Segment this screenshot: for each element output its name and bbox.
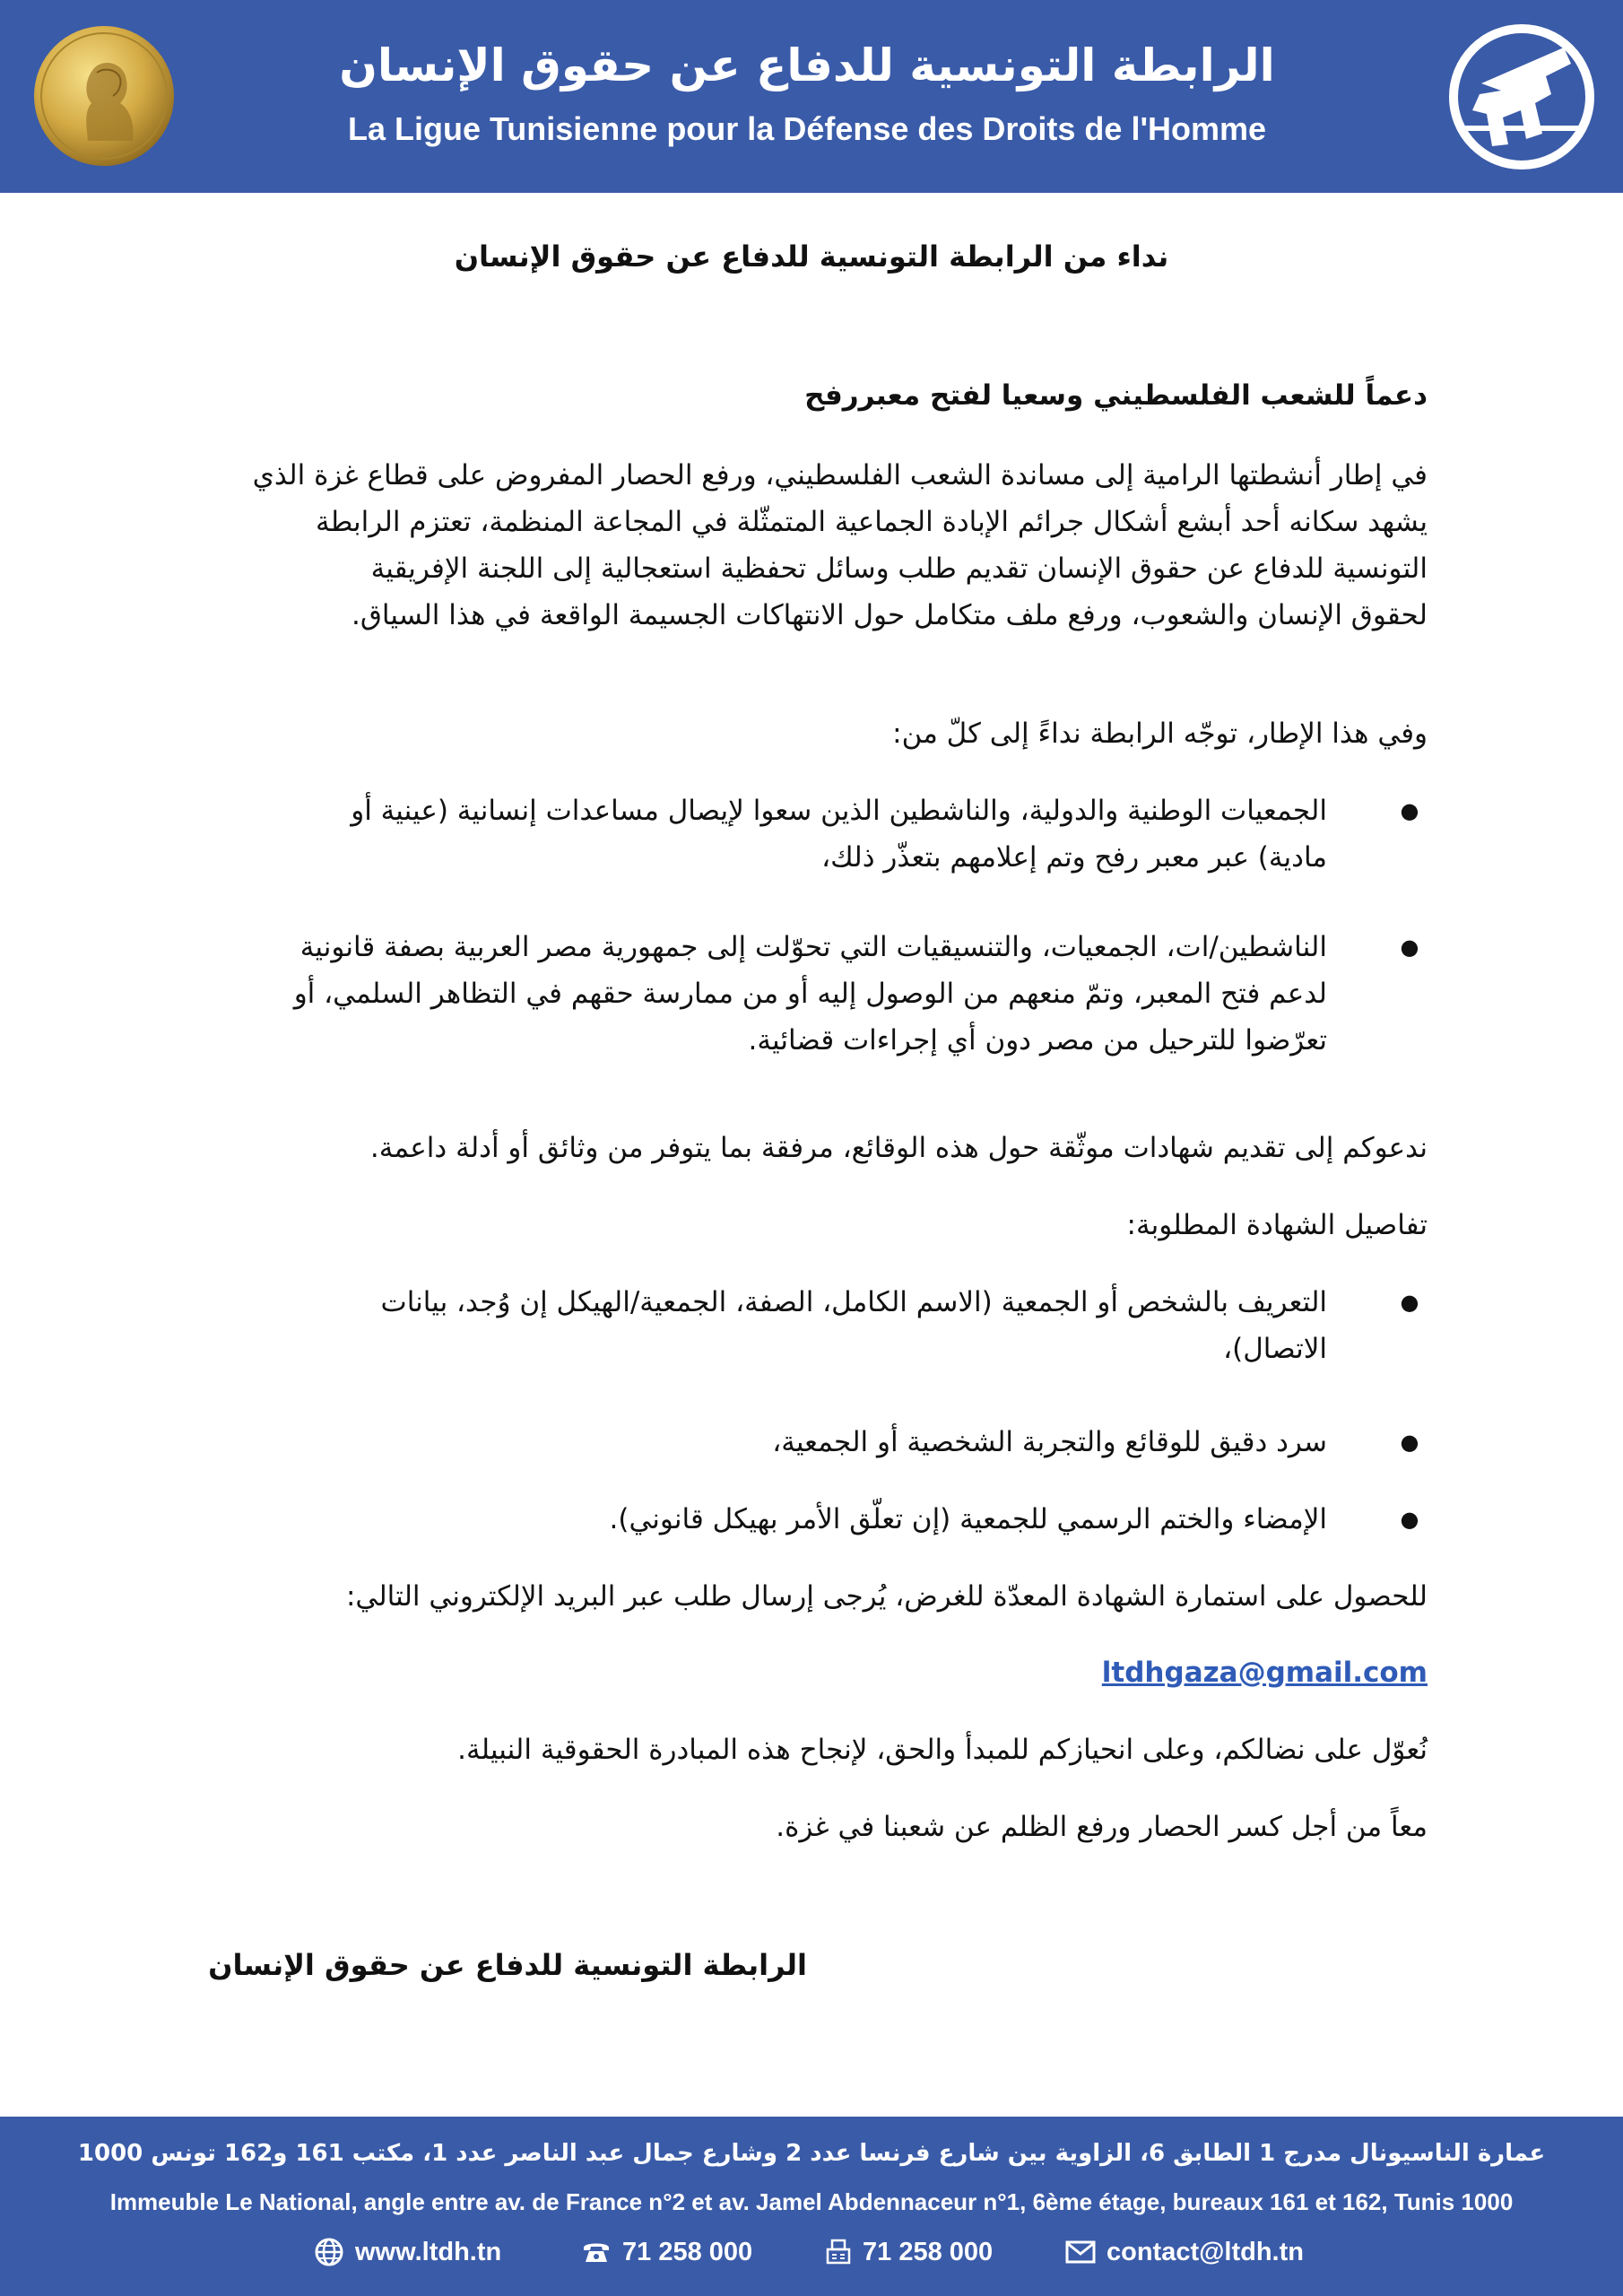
bullet-dot: ● (1400, 1290, 1419, 1315)
website-text: www.ltdh.tn (355, 2237, 502, 2266)
document-title: نداء من الرابطة التونسية للدفاع عن حقوق الإنسان (454, 239, 1169, 274)
addressee-line: الجمعيات الوطنية والدولية، والناشطين الذين سعوا لإيصال مساعدات إنسانية (عينية أو (351, 795, 1327, 827)
page-header (0, 0, 1623, 193)
header-title-ar: الرابطة التونسية للدفاع عن حقوق الإنسان (339, 39, 1275, 91)
footer-website[interactable] (314, 2230, 501, 2274)
bullet-dot: ● (1400, 1430, 1419, 1455)
fax-text: 71 258 000 (863, 2237, 994, 2266)
globe-icon (314, 2237, 344, 2267)
header-title-fr: La Ligue Tunisienne pour la Défense des Droits de l'Homme (347, 110, 1267, 147)
footer-fax[interactable] (825, 2230, 993, 2274)
email-link[interactable]: ltdhgaza@gmail.com (1101, 1657, 1428, 1689)
form-request-paragraph: للحصول على استمارة الشهادة المعدّة للغرض، يُرجى إرسال طلب عبر البريد الإلكتروني التالي: (345, 1580, 1428, 1613)
signature: الرابطة التونسية للدفاع عن حقوق الإنسان (208, 1948, 807, 1982)
footer-email[interactable] (1065, 2230, 1304, 2274)
footer-email-text: contact@ltdh.tn (1107, 2237, 1304, 2266)
document-subtitle: دعماً للشعب الفلسطيني وسعيا لفتح معبررفح (804, 379, 1428, 412)
detail-line: الاتصال)، (1223, 1333, 1327, 1365)
nobel-medal-icon (32, 24, 176, 168)
fax-icon (825, 2238, 852, 2266)
phone-text: 71 258 000 (622, 2237, 753, 2266)
phone-icon (581, 2239, 612, 2266)
closing-paragraph-2: معاً من أجل كسر الحصار ورفع الظلم عن شعبنا في غزة. (776, 1811, 1428, 1843)
intro-line: في إطار أنشطتها الرامية إلى مساندة الشعب الفلسطيني، ورفع الحصار المفروض على قطاع غزة الذي (252, 459, 1428, 491)
intro-line: التونسية للدفاع عن حقوق الإنسان تقديم طلب وسائل تحفظية استعجالية إلى اللجنة الإفريقية (370, 552, 1428, 585)
detail-line: الإمضاء والختم الرسمي للجمعية (إن تعلّق الأمر بهيكل قانوني). (609, 1503, 1327, 1535)
intro-line: لحقوق الإنسان والشعوب، ورفع ملف متكامل حول الانتهاكات الجسيمة الواقعة في هذا السياق. (351, 599, 1428, 631)
page-footer (0, 2117, 1623, 2296)
intro-paragraph (190, 452, 1428, 639)
closing-paragraph-1: نُعوّل على نضالكم، وعلى انحيازكم للمبدأ والحق، لإنجاح هذه المبادرة الحقوقية النبيلة. (457, 1734, 1428, 1766)
detail-line: سرد دقيق للوقائع والتجربة الشخصية أو الجمعية، (772, 1426, 1327, 1458)
bullet-dot: ● (1400, 1507, 1419, 1532)
footer-address-fr: Immeuble Le National, angle entre av. de France n°2 et av. Jamel Abdennaceur n°1, 6ème étage, bureaux 161 et 162, Tunis 1000 (109, 2188, 1514, 2215)
details-heading: تفاصيل الشهادة المطلوبة: (1126, 1209, 1428, 1241)
addressee-line: لدعم فتح المعبر، وتمّ منعهم من الوصول إليه أو من ممارسة حقهم في التظاهر السلمي، أو (293, 978, 1327, 1010)
footer-phone[interactable] (581, 2230, 752, 2274)
addressee-line: مادية) عبر معبر رفح وتم إعلامهم بتعذّر ذلك، (821, 841, 1327, 874)
invitation-paragraph: ندعوكم إلى تقديم شهادات موثّقة حول هذه الوقائع، مرفقة بما يتوفر من وثائق أو أدلة داعمة. (369, 1132, 1428, 1164)
ltdh-logo-icon (1445, 21, 1598, 173)
call-intro: وفي هذا الإطار، توجّه الرابطة نداءً إلى كلّ من: (892, 718, 1428, 750)
addressee-line: تعرّضوا للترحيل من مصر دون أي إجراءات قضائية. (748, 1024, 1327, 1057)
intro-line: يشهد سكانه أحد أبشع أشكال جرائم الإبادة الجماعية المتمثّلة في المجاعة المنظمة، تعتزم الرابطة (315, 506, 1428, 538)
bullet-dot: ● (1400, 935, 1419, 960)
footer-address-ar: عمارة الناسيونال مدرج 1 الطابق 6، الزاوية بين شارع فرنسا عدد 2 وشارع جمال عبد الناصر عدد 1، مكتب 161 و162 تونس 1000 (77, 2140, 1546, 2167)
detail-line: التعريف بالشخص أو الجمعية (الاسم الكامل، الصفة، الجمعية/الهيكل إن وُجد، بيانات (380, 1286, 1327, 1318)
bullet-dot: ● (1400, 798, 1419, 823)
envelope-icon (1065, 2240, 1096, 2264)
addressee-line: الناشطين/ات، الجمعيات، والتنسيقيات التي تحوّلت إلى جمهورية مصر العربية بصفة قانونية (299, 931, 1327, 963)
